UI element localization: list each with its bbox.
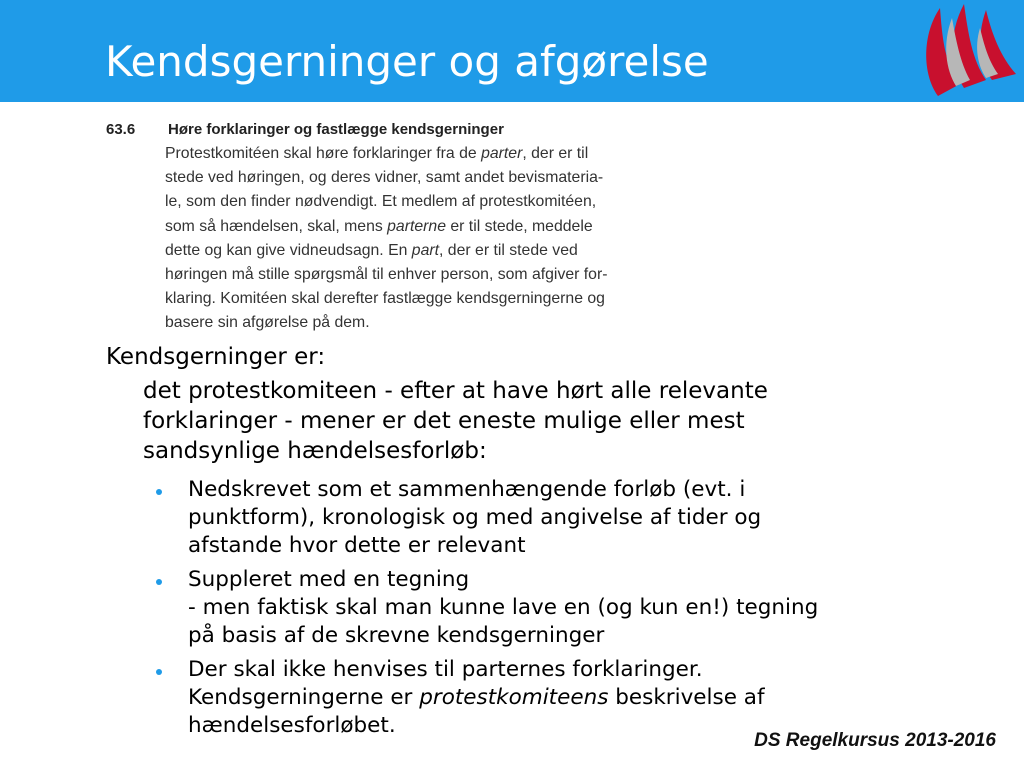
rule-defined-term: part [411,241,440,259]
footer-text: DS Regelkursus 2013-2016 [754,730,996,751]
rule-text-segment: , der er til stede ved [439,241,578,259]
rule-text-segment: dette og kan give vidneudsagn. En [165,241,412,259]
bullet-emphasis: protestkomiteens [419,685,609,710]
sailboat-logo-icon [920,4,1020,98]
bullet-line: punktform), kronologisk og med angivelse af tider og [188,505,762,530]
bullet-item [155,566,1015,650]
slide-title: Kendsgerninger og afgørelse [105,37,709,86]
rule-text-segment: høringen må stille spørgsmål til enhver person, som afgiver for- [165,266,608,284]
title-bar [0,0,1024,102]
bullet-icon [156,669,162,675]
rule-line [165,190,680,214]
rule-defined-term: parterne [387,217,446,235]
bullet-item [155,476,1015,560]
rule-line [165,166,680,190]
definition-line: forklaringer - mener er det eneste mulige eller mest [143,408,745,434]
rule-text-segment: basere sin afgørelse på dem. [165,314,370,332]
rule-line [165,263,680,287]
rule-text [165,142,680,336]
bullet-text: beskrivelse af [608,685,765,710]
bullet-icon [156,579,162,585]
bullet-line: på basis af de skrevne kendsgerninger [188,623,605,648]
bullet-line: Der skal ikke henvises til parternes forklaringer. [188,657,703,682]
bullet-item [155,656,1015,740]
bullet-line: hændelsesforløbet. [188,713,396,738]
rule-number: 63.6 [106,121,136,138]
rule-line [165,239,680,263]
definition-text [143,376,1003,466]
rule-text-segment: som så hændelsen, skal, mens [165,217,388,235]
rule-line [165,287,680,311]
definition-line: sandsynlige hændelsesforløb: [143,438,487,464]
rule-heading [100,118,680,142]
rule-text-segment: Protestkomitéen skal høre forklaringer fra de [165,145,482,162]
rule-line [165,311,680,335]
rule-text-segment: klaring. Komitéen skal derefter fastlægge kendsgerningerne og [165,290,605,308]
section-label: Kendsgerninger er: [106,344,326,370]
bullet-icon [156,489,162,495]
rule-line [165,215,680,239]
definition-line: det protestkomiteen - efter at have hørt alle relevante [143,378,768,404]
bullet-text: Kendsgerningerne er [188,685,420,710]
rule-text-segment: stede ved høringen, og deres vidner, samt andet bevismateria- [165,169,604,187]
rule-title: Høre forklaringer og fastlægge kendsgerninger [168,121,504,138]
rule-line [165,142,680,166]
bullet-line: Nedskrevet som et sammenhængende forløb (evt. i [188,477,746,502]
bullet-line: Suppleret med en tegning [188,567,470,592]
rule-text-segment: le, som den finder nødvendigt. Et medlem af protestkomitéen, [165,193,597,211]
rule-excerpt [100,118,680,336]
bullet-line: afstande hvor dette er relevant [188,533,526,558]
bullet-list [155,476,1015,746]
rule-text-segment: er til stede, meddele [445,217,593,235]
bullet-line: - men faktisk skal man kunne lave en (og kun en!) tegning [188,595,819,620]
bullet-line [188,684,1015,712]
rule-text-segment: , der er til [522,145,589,162]
rule-defined-term: parter [481,145,523,162]
